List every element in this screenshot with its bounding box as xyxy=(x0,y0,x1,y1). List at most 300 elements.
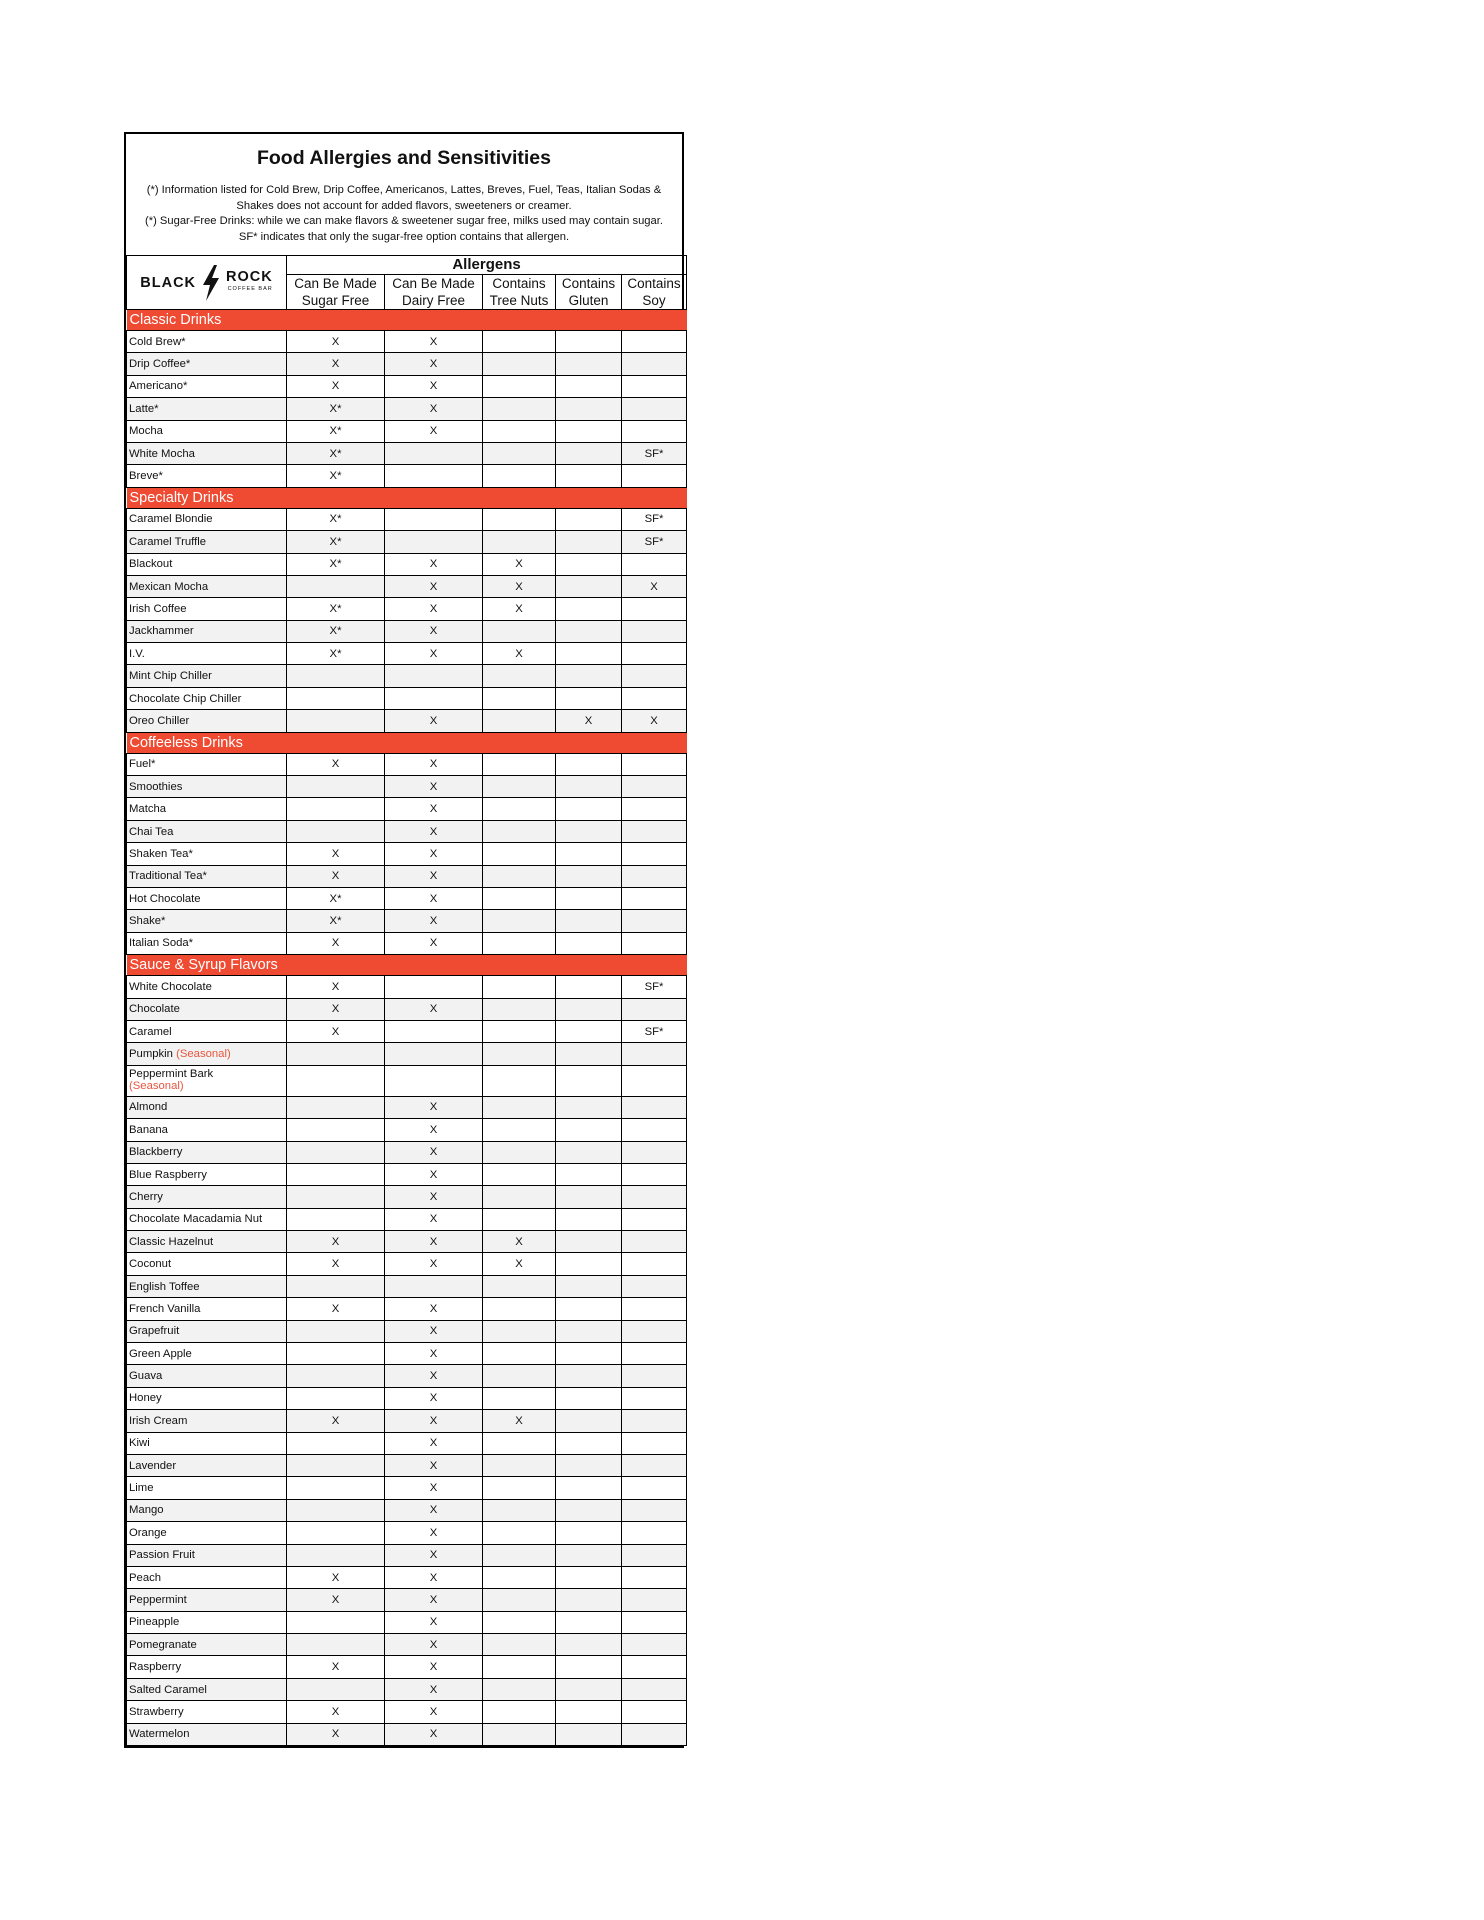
item-name-text: Lavender xyxy=(129,1459,177,1472)
item-name-text: Fuel* xyxy=(129,758,156,771)
allergen-cell xyxy=(556,1231,622,1253)
allergen-cell xyxy=(556,465,622,487)
allergen-cell xyxy=(622,887,687,909)
allergen-cell: X xyxy=(385,798,483,820)
column-header xyxy=(287,275,385,310)
allergen-cell: X xyxy=(385,331,483,353)
allergen-cell xyxy=(556,1096,622,1118)
table-row xyxy=(127,1365,687,1387)
allergen-cell xyxy=(556,865,622,887)
item-name xyxy=(127,1544,287,1566)
allergen-cell xyxy=(287,776,385,798)
allergen-cell xyxy=(622,1589,687,1611)
table-row xyxy=(127,1208,687,1230)
item-name-text: Mexican Mocha xyxy=(129,580,209,593)
allergen-cell xyxy=(287,1043,385,1065)
table-row xyxy=(127,353,687,375)
allergen-cell xyxy=(622,1634,687,1656)
allergen-cell xyxy=(385,1020,483,1042)
allergen-cell: X xyxy=(385,932,483,954)
item-name xyxy=(127,1065,287,1096)
item-name-text: Jackhammer xyxy=(129,625,194,638)
allergen-cell: X xyxy=(385,753,483,775)
allergen-cell xyxy=(483,531,556,553)
item-name xyxy=(127,1320,287,1342)
item-name xyxy=(127,1253,287,1275)
brand-logo xyxy=(127,265,286,301)
item-name-text: Peppermint Bark xyxy=(129,1067,214,1080)
allergen-cell: X xyxy=(385,575,483,597)
allergen-cell xyxy=(287,1499,385,1521)
allergen-cell xyxy=(622,843,687,865)
allergen-cell: X xyxy=(385,598,483,620)
allergen-cell: X* xyxy=(287,620,385,642)
item-name-text: Grapefruit xyxy=(129,1325,180,1338)
allergen-cell xyxy=(556,1298,622,1320)
allergen-cell xyxy=(556,442,622,464)
allergen-cell xyxy=(483,1589,556,1611)
allergen-cell xyxy=(287,1634,385,1656)
table-row xyxy=(127,887,687,909)
allergen-cell: X xyxy=(287,1020,385,1042)
page-title: Food Allergies and Sensitivities xyxy=(256,147,551,169)
item-name xyxy=(127,1410,287,1432)
item-name-text: Irish Cream xyxy=(129,1414,188,1427)
allergen-cell xyxy=(622,910,687,932)
allergen-cell xyxy=(483,353,556,375)
allergen-cell xyxy=(622,1454,687,1476)
allergen-cell xyxy=(556,575,622,597)
allergen-cell xyxy=(287,665,385,687)
table-row xyxy=(127,1477,687,1499)
allergen-cell: X* xyxy=(287,398,385,420)
item-name-text: Guava xyxy=(129,1370,163,1383)
allergen-cell xyxy=(556,1387,622,1409)
table-row xyxy=(127,1065,687,1096)
allergen-cell: X xyxy=(385,1253,483,1275)
item-name-text: English Toffee xyxy=(129,1280,200,1293)
allergen-cell: X xyxy=(622,575,687,597)
allergen-cell xyxy=(556,932,622,954)
item-name xyxy=(127,1499,287,1521)
allergen-cell xyxy=(556,1499,622,1521)
item-name xyxy=(127,1186,287,1208)
allergen-cell xyxy=(287,1343,385,1365)
item-name-text: Chocolate Chip Chiller xyxy=(129,692,242,705)
item-name xyxy=(127,1387,287,1409)
allergen-cell xyxy=(622,1611,687,1633)
item-name xyxy=(127,420,287,442)
item-name xyxy=(127,753,287,775)
table-row xyxy=(127,1432,687,1454)
allergen-cell: X* xyxy=(287,887,385,909)
allergen-cell xyxy=(556,1141,622,1163)
allergen-cell xyxy=(287,1611,385,1633)
allergen-cell: X xyxy=(385,865,483,887)
item-name-text: White Mocha xyxy=(129,447,195,460)
allergen-cell: X xyxy=(622,710,687,732)
allergen-cell: X xyxy=(385,1186,483,1208)
allergen-cell: X xyxy=(385,1477,483,1499)
allergen-cell: X xyxy=(287,375,385,397)
allergen-cell xyxy=(622,1432,687,1454)
allergen-cell xyxy=(483,1678,556,1700)
allergen-cell xyxy=(287,1065,385,1096)
item-name xyxy=(127,843,287,865)
item-name-text: Chai Tea xyxy=(129,825,174,838)
item-name xyxy=(127,1566,287,1588)
allergen-cell xyxy=(287,1544,385,1566)
allergen-cell xyxy=(483,508,556,530)
item-name-text: Honey xyxy=(129,1392,162,1405)
table-row xyxy=(127,753,687,775)
allergen-cell xyxy=(287,687,385,709)
allergen-cell xyxy=(385,1275,483,1297)
allergen-cell xyxy=(622,1678,687,1700)
allergen-cell xyxy=(556,398,622,420)
allergen-cell xyxy=(622,331,687,353)
allergen-cell: SF* xyxy=(622,1020,687,1042)
item-name xyxy=(127,1656,287,1678)
item-name xyxy=(127,1119,287,1141)
allergen-cell xyxy=(287,820,385,842)
allergen-cell xyxy=(622,465,687,487)
allergen-cell xyxy=(556,687,622,709)
item-name xyxy=(127,998,287,1020)
allergen-cell: X xyxy=(385,776,483,798)
logo-subtitle: COFFEE BAR xyxy=(227,285,273,292)
allergen-cell: X xyxy=(385,620,483,642)
allergen-cell: X xyxy=(287,753,385,775)
allergen-cell xyxy=(556,753,622,775)
item-name xyxy=(127,575,287,597)
allergen-cell xyxy=(556,1275,622,1297)
allergen-cell xyxy=(483,910,556,932)
item-name xyxy=(127,531,287,553)
allergen-cell xyxy=(622,1096,687,1118)
allergen-cell xyxy=(556,1253,622,1275)
note-information: (*) Information listed for Cold Brew, Drip Coffee, Americanos, Lattes, Breves, Fuel, Teas, Italian Sodas & Shakes does not account for added flavors, sweeteners or creamer. xyxy=(146,184,662,212)
item-name-text: Cherry xyxy=(129,1190,163,1203)
item-name xyxy=(127,1611,287,1633)
allergen-cell: X xyxy=(385,1387,483,1409)
allergen-cell: X xyxy=(385,420,483,442)
item-name-text: Raspberry xyxy=(129,1661,182,1674)
item-name-text: Americano* xyxy=(129,380,188,393)
allergen-cell xyxy=(287,1454,385,1476)
item-name xyxy=(127,1365,287,1387)
allergen-cell xyxy=(287,1119,385,1141)
allergen-cell xyxy=(556,1186,622,1208)
allergen-cell: X xyxy=(287,1566,385,1588)
allergen-cell xyxy=(483,710,556,732)
allergen-cell xyxy=(483,1723,556,1745)
allergen-cell xyxy=(483,1656,556,1678)
allergen-cell xyxy=(483,976,556,998)
allergen-cell xyxy=(483,375,556,397)
item-name-text: Lime xyxy=(129,1482,154,1495)
allergen-cell xyxy=(287,1522,385,1544)
allergen-cell: X xyxy=(385,1432,483,1454)
lightning-bolt-icon xyxy=(200,265,222,301)
allergen-cell xyxy=(556,1522,622,1544)
allergen-cell xyxy=(622,820,687,842)
allergen-cell xyxy=(622,1231,687,1253)
allergen-cell: X xyxy=(385,1096,483,1118)
item-name xyxy=(127,1723,287,1745)
item-name xyxy=(127,1096,287,1118)
item-name xyxy=(127,932,287,954)
allergen-cell: X xyxy=(385,1589,483,1611)
item-name-text: Strawberry xyxy=(129,1705,184,1718)
allergen-cell xyxy=(483,865,556,887)
allergen-cell: SF* xyxy=(622,442,687,464)
allergen-cell xyxy=(287,1141,385,1163)
allergen-cell xyxy=(385,687,483,709)
allergen-cell: X xyxy=(287,976,385,998)
allergen-cell xyxy=(556,553,622,575)
allergen-cell: X xyxy=(287,843,385,865)
allergen-cell: X* xyxy=(287,553,385,575)
item-name-text: Shake* xyxy=(129,915,166,928)
allergen-cell xyxy=(483,1432,556,1454)
allergen-cell: X xyxy=(385,1522,483,1544)
table-row xyxy=(127,398,687,420)
item-name-text: Cold Brew* xyxy=(129,335,186,348)
allergen-cell xyxy=(483,1065,556,1096)
table-row xyxy=(127,665,687,687)
allergen-cell xyxy=(483,1701,556,1723)
allergen-cell xyxy=(556,1678,622,1700)
item-name xyxy=(127,865,287,887)
item-name xyxy=(127,1298,287,1320)
allergen-cell: X xyxy=(385,1544,483,1566)
allergen-cell: X xyxy=(385,643,483,665)
allergen-cell: SF* xyxy=(622,976,687,998)
allergen-cell: X xyxy=(385,353,483,375)
allergen-cell xyxy=(622,1387,687,1409)
allergen-cell xyxy=(483,1119,556,1141)
allergen-cell: X xyxy=(385,1656,483,1678)
allergen-cell xyxy=(483,1522,556,1544)
item-name-text: Salted Caramel xyxy=(129,1683,207,1696)
column-header-line1: Can Be Made xyxy=(294,276,377,291)
allergen-cell: X xyxy=(287,1656,385,1678)
allergen-cell: X* xyxy=(287,910,385,932)
item-name xyxy=(127,1634,287,1656)
allergen-cell xyxy=(556,1043,622,1065)
allergen-cell xyxy=(622,398,687,420)
table-row xyxy=(127,1119,687,1141)
allergen-cell xyxy=(622,865,687,887)
allergen-cell: X xyxy=(483,553,556,575)
allergen-cell: X xyxy=(483,598,556,620)
allergen-cell xyxy=(622,1208,687,1230)
allergen-cell xyxy=(622,375,687,397)
item-name xyxy=(127,1141,287,1163)
allergen-cell xyxy=(556,820,622,842)
allergen-cell xyxy=(287,575,385,597)
allergen-cell xyxy=(556,1454,622,1476)
allergen-cell xyxy=(622,1566,687,1588)
item-name-text: Orange xyxy=(129,1526,167,1539)
column-header xyxy=(385,275,483,310)
allergen-cell xyxy=(287,1163,385,1185)
allergen-cell xyxy=(556,1020,622,1042)
table-row xyxy=(127,1163,687,1185)
table-row xyxy=(127,776,687,798)
allergen-cell xyxy=(556,1320,622,1342)
allergen-cell: X xyxy=(385,1298,483,1320)
table-row xyxy=(127,865,687,887)
allergen-cell xyxy=(556,665,622,687)
item-name-text: Hot Chocolate xyxy=(129,892,201,905)
notes xyxy=(126,169,682,255)
table-row xyxy=(127,1043,687,1065)
table-row xyxy=(127,620,687,642)
column-header-line2: Gluten xyxy=(568,293,609,308)
section-header-row xyxy=(127,955,687,976)
allergen-cell xyxy=(385,976,483,998)
allergen-cell xyxy=(556,331,622,353)
item-name-text: Chocolate xyxy=(129,1003,180,1016)
allergen-cell xyxy=(287,798,385,820)
table-row xyxy=(127,465,687,487)
allergen-cell: X xyxy=(385,1499,483,1521)
allergen-cell: X xyxy=(385,1141,483,1163)
table-row xyxy=(127,976,687,998)
column-header-line2: Soy xyxy=(642,293,666,308)
item-name xyxy=(127,665,287,687)
allergen-cell: X xyxy=(385,1678,483,1700)
allergen-cell: X xyxy=(483,1410,556,1432)
table-row xyxy=(127,1566,687,1588)
allergen-cell xyxy=(622,1253,687,1275)
table-row xyxy=(127,932,687,954)
allergen-cell xyxy=(483,1499,556,1521)
allergen-cell xyxy=(556,1065,622,1096)
allergen-cell xyxy=(483,753,556,775)
table-row xyxy=(127,710,687,732)
table-row xyxy=(127,1544,687,1566)
allergen-cell xyxy=(622,1065,687,1096)
item-name-text: Almond xyxy=(129,1101,168,1114)
allergen-cell xyxy=(622,798,687,820)
item-name xyxy=(127,1477,287,1499)
allergen-cell xyxy=(385,1065,483,1096)
item-name-text: Caramel xyxy=(129,1025,172,1038)
table-row xyxy=(127,1678,687,1700)
seasonal-tag: (Seasonal) xyxy=(129,1079,184,1092)
section-title: Specialty Drinks xyxy=(127,487,687,508)
allergens-heading: Allergens xyxy=(287,256,687,275)
column-header-line2: Tree Nuts xyxy=(489,293,549,308)
allergen-cell: X xyxy=(385,1723,483,1745)
item-name-text: Passion Fruit xyxy=(129,1549,195,1562)
item-name-text: Shaken Tea* xyxy=(129,847,193,860)
allergen-cell: X xyxy=(385,1611,483,1633)
item-name-text: Watermelon xyxy=(129,1728,190,1741)
allergen-cell xyxy=(287,1275,385,1297)
item-name xyxy=(127,508,287,530)
table-row xyxy=(127,1275,687,1297)
table-row xyxy=(127,331,687,353)
allergen-cell xyxy=(287,1365,385,1387)
item-name-text: French Vanilla xyxy=(129,1302,201,1315)
note-sugar-free: (*) Sugar-Free Drinks: while we can make flavors & sweetener sugar free, milks used may contain sugar. SF* indicates that only the sugar-free option contains that allergen. xyxy=(145,215,663,243)
allergen-cell xyxy=(622,665,687,687)
item-name xyxy=(127,1275,287,1297)
allergen-cell xyxy=(622,1499,687,1521)
allergen-cell xyxy=(556,1656,622,1678)
allergen-cell xyxy=(287,710,385,732)
allergen-cell xyxy=(483,1454,556,1476)
table-row xyxy=(127,1298,687,1320)
logo-cell xyxy=(127,256,287,310)
allergen-cell: X xyxy=(287,1723,385,1745)
allergen-cell xyxy=(556,1365,622,1387)
allergen-cell xyxy=(622,643,687,665)
item-name xyxy=(127,1589,287,1611)
table-row xyxy=(127,820,687,842)
allergen-cell xyxy=(622,1320,687,1342)
logo-word-rock: ROCK xyxy=(226,268,273,285)
item-name-text: Caramel Blondie xyxy=(129,513,213,526)
allergen-cell xyxy=(287,1387,385,1409)
table-row xyxy=(127,375,687,397)
item-name-text: Latte* xyxy=(129,402,159,415)
item-name-text: Drip Coffee* xyxy=(129,358,191,371)
item-name xyxy=(127,820,287,842)
allergen-cell: X xyxy=(483,1253,556,1275)
allergen-cell: X xyxy=(385,820,483,842)
table-row xyxy=(127,1611,687,1633)
item-name xyxy=(127,1231,287,1253)
column-header-line1: Contains xyxy=(492,276,546,291)
section-title: Sauce & Syrup Flavors xyxy=(127,955,687,976)
allergen-cell xyxy=(385,442,483,464)
item-name xyxy=(127,1454,287,1476)
allergen-cell xyxy=(556,1544,622,1566)
allergen-cell xyxy=(622,1163,687,1185)
column-header-line2: Sugar Free xyxy=(301,293,370,308)
allergen-cell: X xyxy=(385,1454,483,1476)
allergen-cell xyxy=(483,1387,556,1409)
allergen-cell: X xyxy=(385,375,483,397)
allergen-cell xyxy=(483,1544,556,1566)
table-row xyxy=(127,508,687,530)
allergen-cell xyxy=(622,998,687,1020)
allergen-cell: X* xyxy=(287,531,385,553)
allergen-cell xyxy=(622,1275,687,1297)
column-header xyxy=(556,275,622,310)
allergen-cell xyxy=(556,887,622,909)
allergen-cell xyxy=(483,1020,556,1042)
allergen-cell xyxy=(483,620,556,642)
allergen-cell xyxy=(483,1141,556,1163)
allergen-cell xyxy=(622,1298,687,1320)
item-name-text: Breve* xyxy=(129,470,163,483)
item-name-text: Matcha xyxy=(129,803,167,816)
table-row xyxy=(127,1656,687,1678)
allergen-cell xyxy=(483,1477,556,1499)
allergen-cell: X xyxy=(483,575,556,597)
allergen-cell xyxy=(385,1043,483,1065)
item-name xyxy=(127,910,287,932)
allergen-cell xyxy=(483,420,556,442)
table-row xyxy=(127,798,687,820)
item-name xyxy=(127,353,287,375)
